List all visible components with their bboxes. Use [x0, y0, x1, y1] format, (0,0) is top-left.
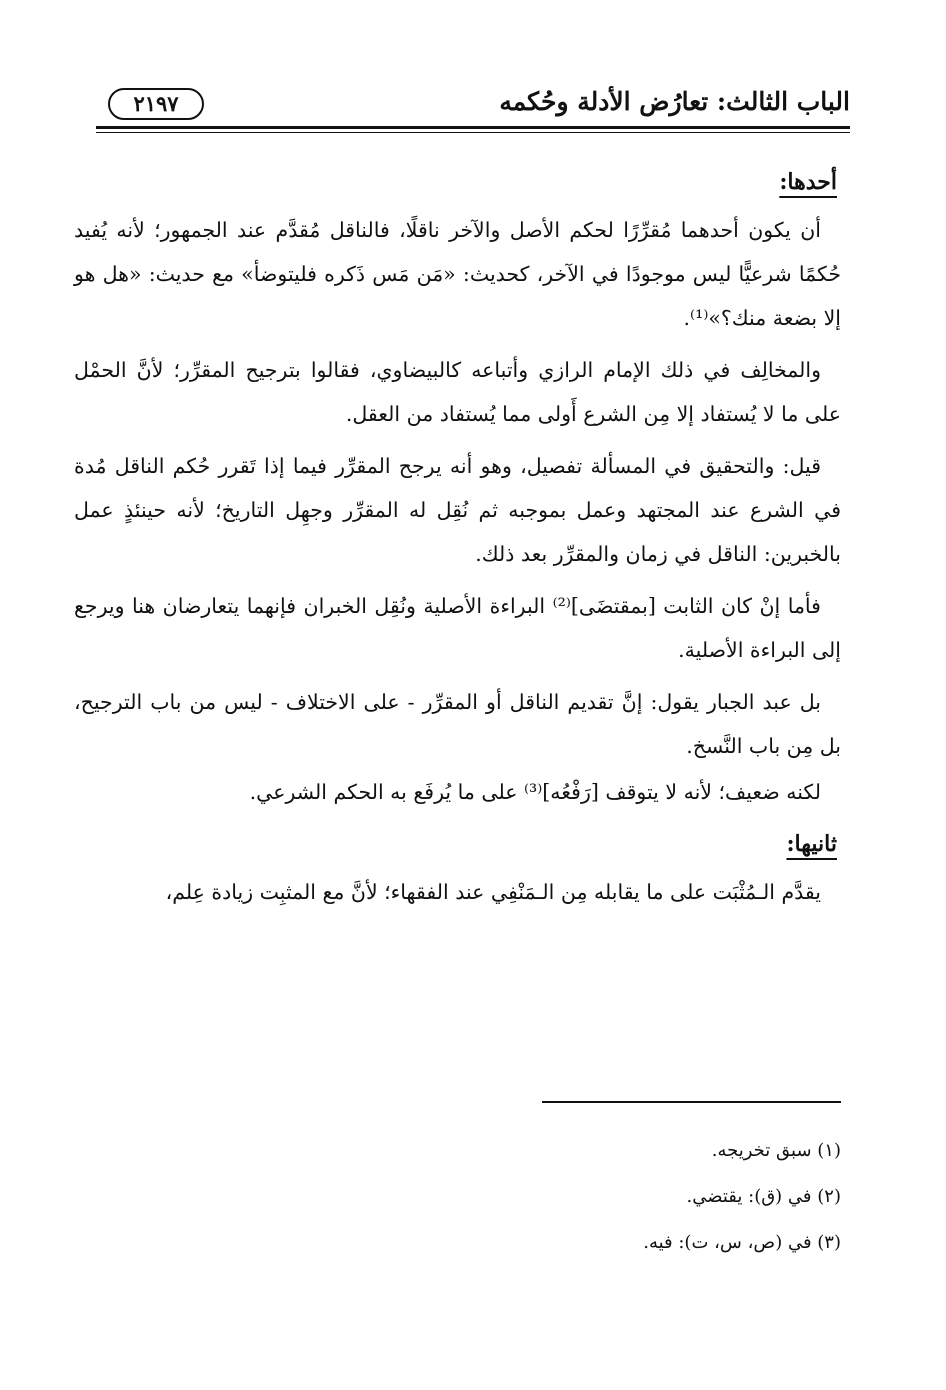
paragraph: أن يكون أحدهما مُقرِّرًا لحكم الأصل والآخر ناقلًا، فالناقل مُقدَّم عند الجمهور؛ لأنه يُفيد حُكمًا شرعيًّا ليس موجودًا في الآخر، كحديث: «مَن مَس ذَكره فليتوضأ» مع حديث: «هل هو إلا بضعة منك؟»⁽¹⁾.	[74, 218, 841, 330]
section-heading-second: ثانيها:	[786, 831, 837, 857]
page-header	[96, 82, 850, 126]
footnote: (١) سبق تخريجه.	[711, 1140, 841, 1161]
paragraph: لكنه ضعيف؛ لأنه لا يتوقف [رَفْعُه]⁽³⁾ على ما يُرفَع به الحكم الشرعي.	[249, 780, 821, 804]
footnote: (٢) في (ق): يقتضي.	[686, 1186, 841, 1207]
main-text	[74, 160, 841, 922]
header-rule-thick	[96, 126, 850, 129]
footnote: (٣) في (ص، س، ت): فيه.	[643, 1232, 841, 1253]
footnotes	[74, 1128, 841, 1266]
chapter-title: الباب الثالث: تعارُض الأدلة وحُكمه	[499, 87, 850, 116]
paragraph: بل عبد الجبار يقول: إنَّ تقديم الناقل أو المقرِّر - على الاختلاف - ليس من باب الترجيح، بل مِن باب النَّسخ.	[74, 690, 841, 758]
footnote-separator	[542, 1101, 841, 1103]
page-number: ٢١٩٧	[108, 88, 204, 120]
paragraph: يقدَّم الـمُثْبَت على ما يقابله مِن الـمَنْفِي عند الفقهاء؛ لأنَّ مع المثبِت زيادة عِلم،	[165, 880, 821, 904]
paragraph: والمخالِف في ذلك الإمام الرازي وأتباعه كالبيضاوي، فقالوا بترجيح المقرِّر؛ لأنَّ الحمْل على ما لا يُستفاد إلا مِن الشرع أَولى مما يُستفاد من العقل.	[74, 358, 841, 426]
header-rule-thin	[96, 132, 850, 133]
paragraph: قيل: والتحقيق في المسألة تفصيل، وهو أنه يرجح المقرِّر فيما إذا تَقرر حُكم الناقل مُدة في الشرع عند المجتهد وعمل بموجبه ثم نُقِل له المقرِّر وجهِل التاريخ؛ لأنه حينئذٍ عمل بالخبرين: الناقل في زمان والمقرِّر بعد ذلك.	[74, 454, 841, 566]
section-heading-first: أحدها:	[779, 169, 837, 195]
paragraph: فأما إنْ كان الثابت [بمقتضَى]⁽²⁾ البراءة الأصلية ونُقِل الخبران فإنهما يتعارضان هنا ويرجع إلى البراءة الأصلية.	[74, 594, 841, 662]
